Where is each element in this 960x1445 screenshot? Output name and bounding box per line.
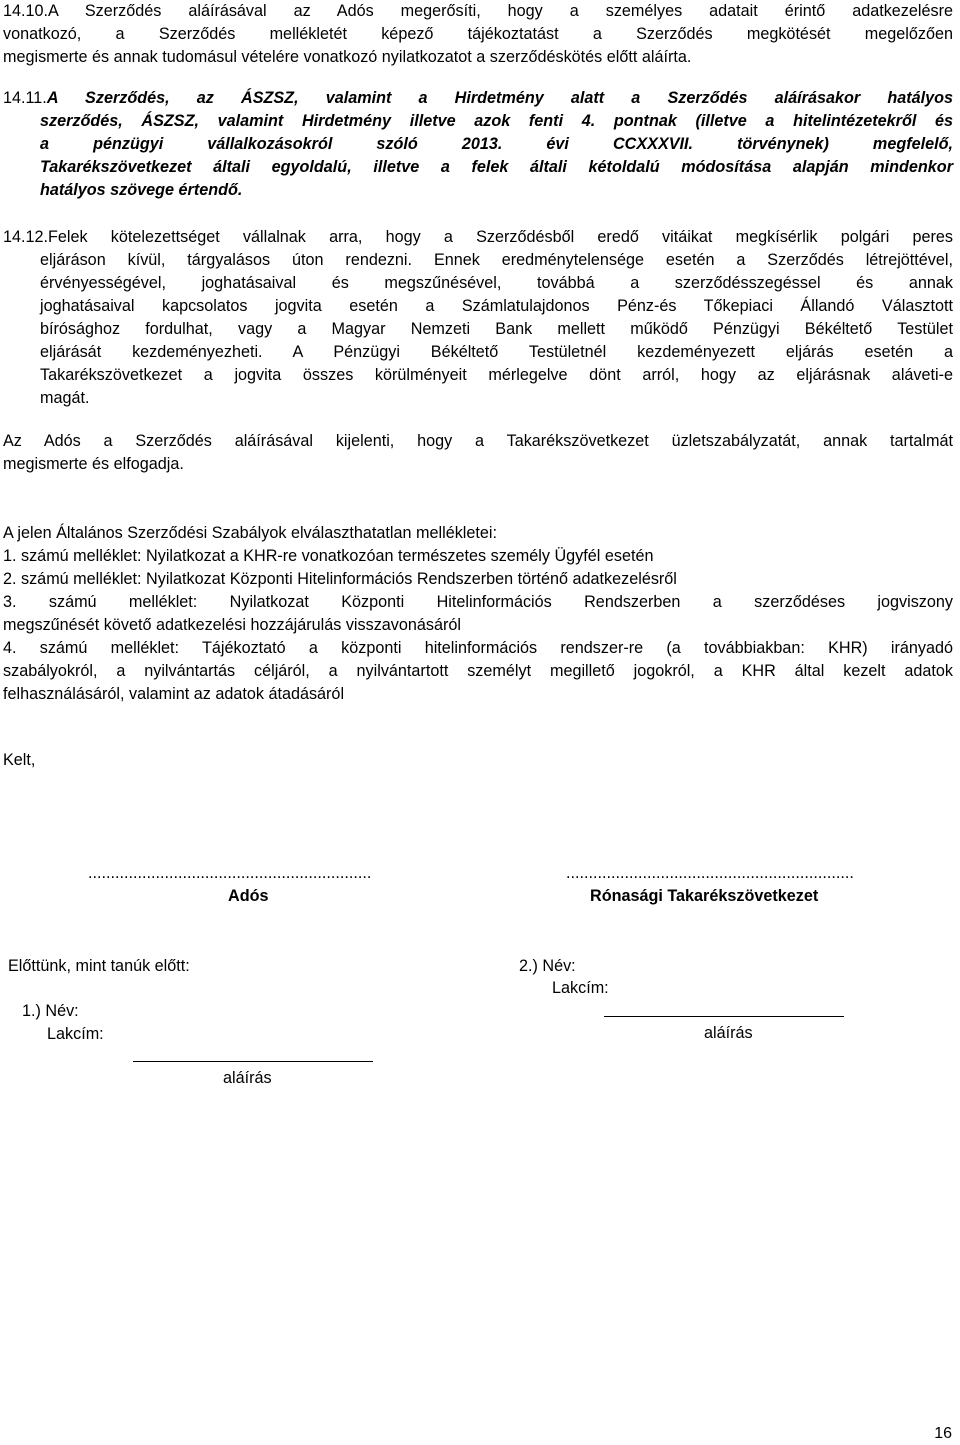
section-number: 14.11. xyxy=(3,89,47,107)
section-14-12-line-7: Takarékszövetkezet a jogvita összes körülményeit mérlegelve dönt arról, hogy az eljárásnak aláveti-e xyxy=(40,366,953,384)
section-14-10 xyxy=(3,0,953,69)
section-14-11 xyxy=(3,87,953,202)
section-14-11-line-5: hatályos szövege értendő. xyxy=(40,181,243,199)
adós-signature-label: Adós xyxy=(228,887,269,905)
annex-4: 4. számú melléklet: Tájékoztató a központi hitelinformációs rendszer-re (a továbbiakban: KHR) irányadó xyxy=(3,639,953,657)
section-14-10-line-2: vonatkozó, a Szerződés mellékletét képező tájékoztatást a Szerződés megkötését megelőzően xyxy=(3,25,953,43)
section-14-10-line-1: 14.10.A Szerződés aláírásával az Adós megerősíti, hogy a személyes adatait érintő adatkezelésre xyxy=(3,2,953,20)
section-number: 14.10. xyxy=(3,2,49,20)
witness-2-address: Lakcím: xyxy=(552,979,609,997)
bank-signature-label: Rónasági Takarékszövetkezet xyxy=(590,887,819,905)
adós-signature-dots: ............................................................... xyxy=(88,864,372,882)
declaration-line-1: Az Adós a Szerződés aláírásával kijelenti, hogy a Takarékszövetkezet üzletszabályzatát, annak tartalmát xyxy=(3,432,953,450)
section-14-11-line-1: 14.11.A Szerződés, az ÁSZSZ, valamint a Hirdetmény alatt a Szerződés aláírásakor hatályos xyxy=(3,89,953,107)
section-14-12-line-4: joghatásaival kapcsolatos jogvita esetén a Számlatulajdonos Pénz-és Tőkepiaci Állandó Választott xyxy=(40,297,953,315)
section-14-10-line-3: megismerte és annak tudomásul vételére vonatkozó nyilatkozatot a szerződéskötés előtt aláírta. xyxy=(3,48,692,66)
section-14-11-line-3: a pénzügyi vállalkozásokról szóló 2013. évi CCXXXVII. törvénynek) megfelelő, xyxy=(40,135,953,153)
witness-1-sign-label: aláírás xyxy=(223,1069,272,1087)
annex-3-cont: megszűnését követő adatkezelési hozzájárulás visszavonásáról xyxy=(3,616,461,634)
section-14-12-line-1: 14.12.Felek kötelezettséget vállalnak arra, hogy a Szerződésből eredő vitáikat megkísérlik polgári peres xyxy=(3,228,953,246)
section-14-12-line-8: magát. xyxy=(40,389,90,407)
bank-signature-dots: ................................................................ xyxy=(566,864,854,882)
declaration-line-2: megismerte és elfogadja. xyxy=(3,455,184,473)
section-14-11-line-4: Takarékszövetkezet általi egyoldalú, illetve a felek általi kétoldalú módosítása alapján mindenkor xyxy=(40,158,953,176)
witness-2-name: 2.) Név: xyxy=(519,957,576,975)
page-number: 16 xyxy=(934,1425,952,1442)
annex-4-cont-2: felhasználásáról, valamint az adatok átadásáról xyxy=(3,685,345,703)
section-14-12-line-3: érvényességével, joghatásaival és megszűnésével, továbbá a szerződésszegéssel és annak xyxy=(40,274,953,292)
witness-1-signature-line xyxy=(133,1061,373,1062)
witness-1-address: Lakcím: xyxy=(47,1025,104,1043)
section-number: 14.12. xyxy=(3,228,49,246)
kelt-label: Kelt, xyxy=(3,751,36,769)
declaration xyxy=(3,430,953,476)
witness-intro: Előttünk, mint tanúk előtt: xyxy=(8,957,190,975)
annex-3: 3. számú melléklet: Nyilatkozat Központi Hitelinformációs Rendszerben a szerződéses jogviszony xyxy=(3,593,953,611)
annexes xyxy=(3,522,953,706)
section-14-12-line-6: eljárását kezdeményezheti. A Pénzügyi Békéltető Testületnél kezdeményezett eljárás esetén a xyxy=(40,343,953,361)
annex-1: 1. számú melléklet: Nyilatkozat a KHR-re vonatkozóan természetes személy Ügyfél esetén xyxy=(3,547,654,565)
section-14-12-line-2: eljáráson kívül, tárgyalásos úton rendezni. Ennek eredménytelensége esetén a Szerződés létrejöttével, xyxy=(40,251,953,269)
witness-2-sign-label: aláírás xyxy=(704,1024,753,1042)
section-14-12 xyxy=(3,226,953,410)
witness-1-name: 1.) Név: xyxy=(22,1002,79,1020)
annexes-heading: A jelen Általános Szerződési Szabályok elválaszthatatlan mellékletei: xyxy=(3,524,497,542)
annex-4-cont-1: szabályokról, a nyilvántartás céljáról, a nyilvántartott személyt megillető jogokról, a KHR által kezelt adatok xyxy=(3,662,953,680)
annex-2: 2. számú melléklet: Nyilatkozat Központi Hitelinformációs Rendszerben történő adatkezelésről xyxy=(3,570,677,588)
section-14-11-line-2: szerződés, ÁSZSZ, valamint Hirdetmény illetve azok fenti 4. pontnak (illetve a hitelintézetekről és xyxy=(40,112,953,130)
witness-2-signature-line xyxy=(604,1016,844,1017)
section-14-12-line-5: bírósághoz fordulhat, vagy a Magyar Nemzeti Bank mellett működő Pénzügyi Békéltető Testület xyxy=(40,320,953,338)
